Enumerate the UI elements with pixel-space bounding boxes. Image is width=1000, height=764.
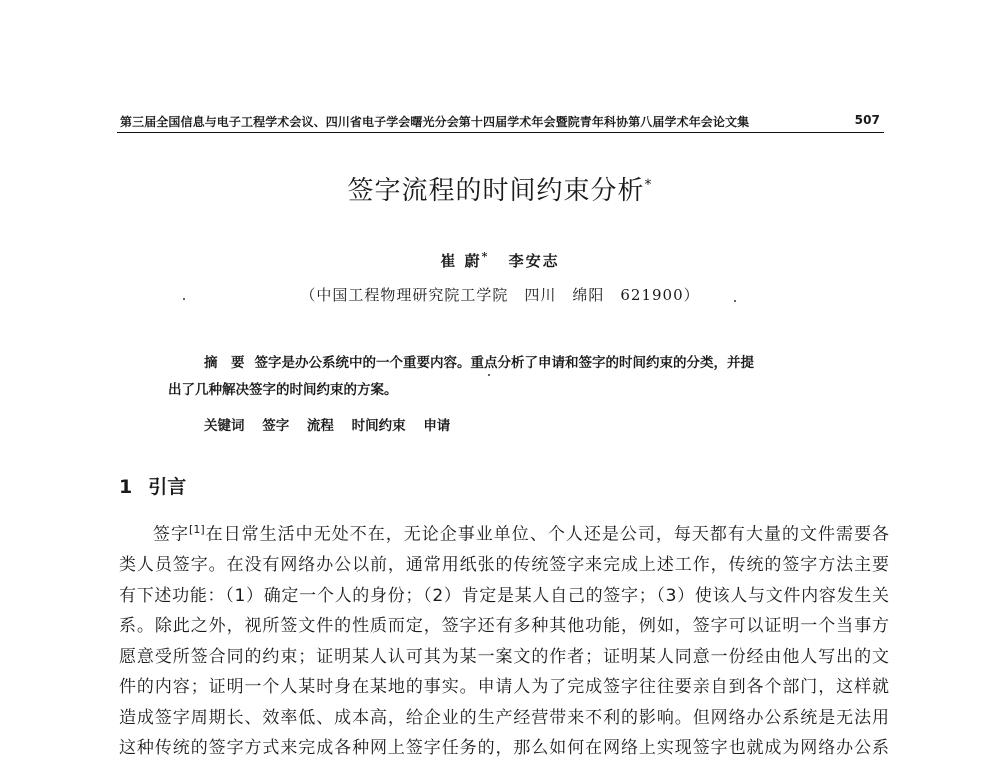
keywords-label: 关键词 [204,418,245,434]
page-number: 507 [854,113,880,127]
abstract-line-1 [168,350,838,377]
citation-ref: [1] [189,523,205,536]
body-line: 造成签字周期长、效率低、成本高，给企业的生产经营带来不利的影响。但网络办公系统是无法用 [119,707,889,728]
scan-speck [734,300,736,302]
body-line [119,515,889,550]
body-line: 愿意受所签合同的约束；证明某人认可其为某一案文的作者；证明某人同意一份经由他人写出的文 [119,646,889,667]
body-line: 系。除此之外，视所签文件的性质而定，签字还有多种其他功能，例如，签字可以证明一个当事方 [119,616,889,637]
section-title: 引言 [148,476,187,498]
paper-title-text: 签字流程的时间约束分析 [347,176,645,206]
keyword: 时间约束 [351,418,406,434]
body-line-text: 在日常生活中无处不在，无论企事业单位、个人还是公司，每天都有大量的文件需要各 [204,524,889,545]
author-line [0,250,1000,271]
author-1-name: 崔 蔚 [440,252,482,270]
abstract-text-2: 出了几种解决签字的时间约束的方案。 [168,382,398,398]
scan-speck [183,298,185,300]
keyword: 签字 [262,418,290,434]
body-line: 有下述功能：（1）确定一个人的身份；（2）肯定是某人自己的签字；（3）使该人与文件内容发生关 [119,585,889,606]
author-1 [440,252,489,270]
body-line: 这种传统的签字方式来完成各种网上签字任务的，那么如何在网络上实现签字也就成为网络办公系 [119,738,889,759]
header-rule [117,132,884,133]
abstract [168,350,838,404]
abstract-text-1: 签字是办公系统中的一个重要内容。重点分析了申请和签字的时间约束的分类，并提 [254,355,754,371]
author-1-mark: * [481,250,490,263]
paper-title [0,170,1000,207]
author-2: 李安志 [508,252,560,270]
body-line: 件的内容；证明一个人某时身在某地的事实。申请人为了完成签字往往要亲自到各个部门，这样就 [119,677,889,698]
body-paragraph [119,515,889,764]
keywords [204,414,450,434]
section-number: 1 [119,476,133,498]
affiliation: （中国工程物理研究院工学院 四川 绵阳 621900） [300,286,700,304]
keyword: 流程 [306,418,334,434]
para-start: 签字 [153,524,190,545]
body-line: 类人员签字。在没有网络办公以前，通常用纸张的传统签字来完成上述工作，传统的签字方法主要 [119,555,889,576]
running-header [120,113,880,130]
title-footnote-mark: * [644,177,653,193]
section-heading [119,472,186,499]
keyword: 申请 [423,418,451,434]
running-header-title: 第三届全国信息与电子工程学术会议、四川省电子学会曙光分会第十四届学术年会暨院青年科协第八届学术年会论文集 [120,115,750,129]
abstract-label: 摘 要 [204,355,245,371]
